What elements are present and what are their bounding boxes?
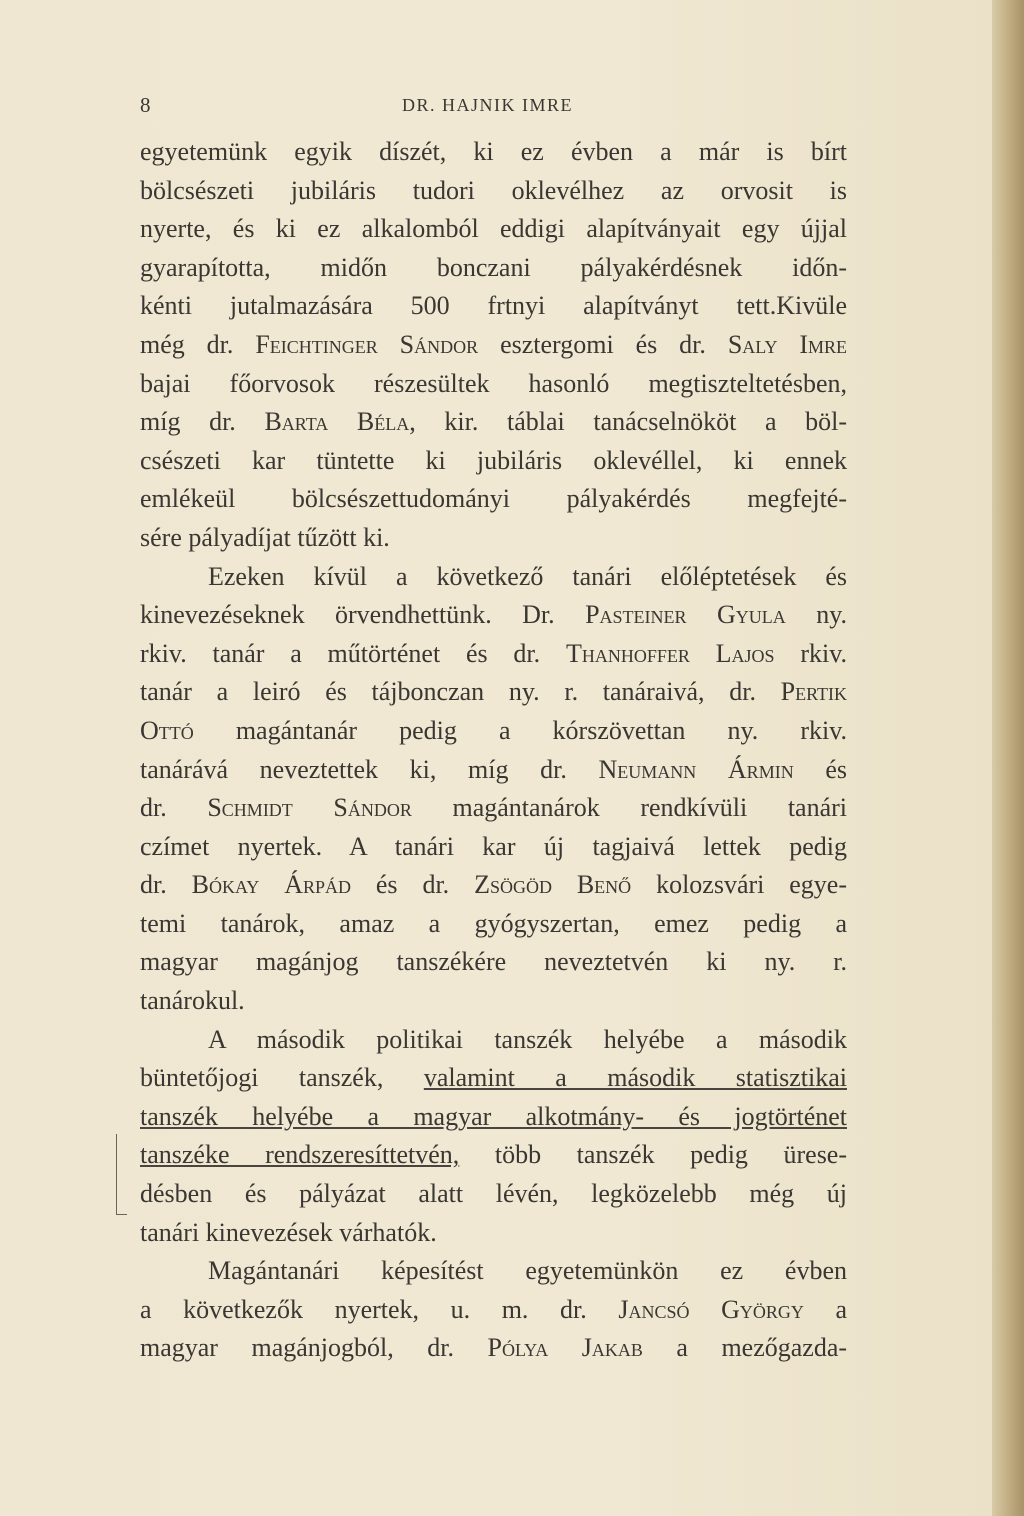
text-line: egyetemünk egyik díszét, ki ez évben a már is bírt [140,137,847,166]
text-line: A második politikai tanszék helyébe a második [208,1024,847,1054]
text-line: még dr. Feichtinger Sándor esztergomi és dr. Saly Imre [140,329,848,359]
person-name: Pertik [780,677,847,707]
text-line: Ezeken kívül a következő tanári előléptetések és [208,561,847,591]
person-name: Zsögöd Benő [474,870,632,900]
text-line: tanárokul. [140,986,245,1016]
text-line: nyerte, és ki ez alkalomból eddigi alapítványait egy újjal [140,214,847,244]
text-line: gyarapította, midőn bonczani pályakérdésnek időn- [140,252,847,282]
person-name: Jancsó György [618,1294,804,1324]
person-name: Barta Béla, [264,407,416,437]
person-name: Neumann Ármin [598,754,794,784]
person-name: Feichtinger Sándor [255,329,479,359]
person-name: Pólya Jakab [487,1333,643,1363]
text-line: tanszéke rendszeresíttetvén, több tanszék pedig ürese- [140,1140,848,1170]
text-line: rkiv. tanár a műtörténet és dr. Thanhoffer Lajos rkiv. [140,638,848,668]
running-head: DR. HAJNIK IMRE [402,95,573,115]
text-line: tanári kinevezések várhatók. [140,1217,437,1247]
person-name: Thanhoffer Lajos [565,638,775,668]
text-line: míg dr. Barta Béla, kir. táblai tanácselnököt a böl- [140,407,848,437]
text-line: kinevezéseknek örvendhettünk. Dr. Pasteiner Gyula ny. [140,600,847,630]
text-line: Magántanári képesítést egyetemünkön ez évben [208,1256,847,1286]
text-line: dr. Bókay Árpád és dr. Zsögöd Benő kolozsvári egye- [140,870,848,900]
text-line: emlékeül bölcsészettudományi pályakérdés megfejté- [140,484,847,514]
person-name: Schmidt Sándor [207,793,412,823]
pencil-underline: tanszéke rendszeresíttetvén, [140,1140,460,1170]
text-line: tanár a leiró és tájbonczan ny. r. tanáraivá, dr. Pertik [140,677,847,707]
body-text [140,133,847,1368]
text-line: magyar magánjogból, dr. Pólya Jakab a mezőgazda- [140,1333,848,1363]
page-number: 8 [140,93,152,117]
text-line: bölcsészeti jubiláris tudori oklevélhez az orvosit is [140,175,847,205]
pencil-bracket-mark [116,1134,127,1215]
text-line: csészeti kar tüntette ki jubiláris oklevéllel, ki ennek [140,445,847,475]
text-line: Ottó magántanár pedig a kórszövettan ny. rkiv. [140,715,848,745]
text-line: magyar magánjog tanszékére neveztetvén ki ny. r. [140,947,847,977]
text-line: tanárává neveztettek ki, míg dr. Neumann Ármin és [140,754,848,784]
text-line: temi tanárok, amaz a gyógyszertan, emez pedig a [140,908,847,938]
page-header [140,93,894,123]
text-line: czímet nyertek. A tanári kar új tagjaivá lettek pedig [140,831,847,861]
text-line: désben és pályázat alatt lévén, legközelebb még új [140,1179,847,1209]
text-line: bajai főorvosok részesültek hasonló megtiszteltetésben, [140,368,847,398]
book-spine [992,0,1024,1516]
text-line: tanszék helyébe a magyar alkotmány- és jogtörténet [140,1101,847,1131]
person-name: Saly Imre [727,329,848,359]
person-name: Ottó [140,715,194,745]
text-line: dr. Schmidt Sándor magántanárok rendkívüli tanári [140,793,848,823]
text-line: kénti jutalmazására 500 frtnyi alapítványt tett.Kivüle [140,291,847,321]
person-name: Pasteiner Gyula [585,600,786,630]
text-line: büntetőjogi tanszék, valamint a második statisztikai [140,1063,847,1093]
text-line: a következők nyertek, u. m. dr. Jancsó György a [140,1294,848,1324]
person-name: Bókay Árpád [191,870,351,900]
pencil-underline: valamint a második statisztikai [423,1063,847,1093]
text-line: sére pályadíjat tűzött ki. [140,522,390,552]
